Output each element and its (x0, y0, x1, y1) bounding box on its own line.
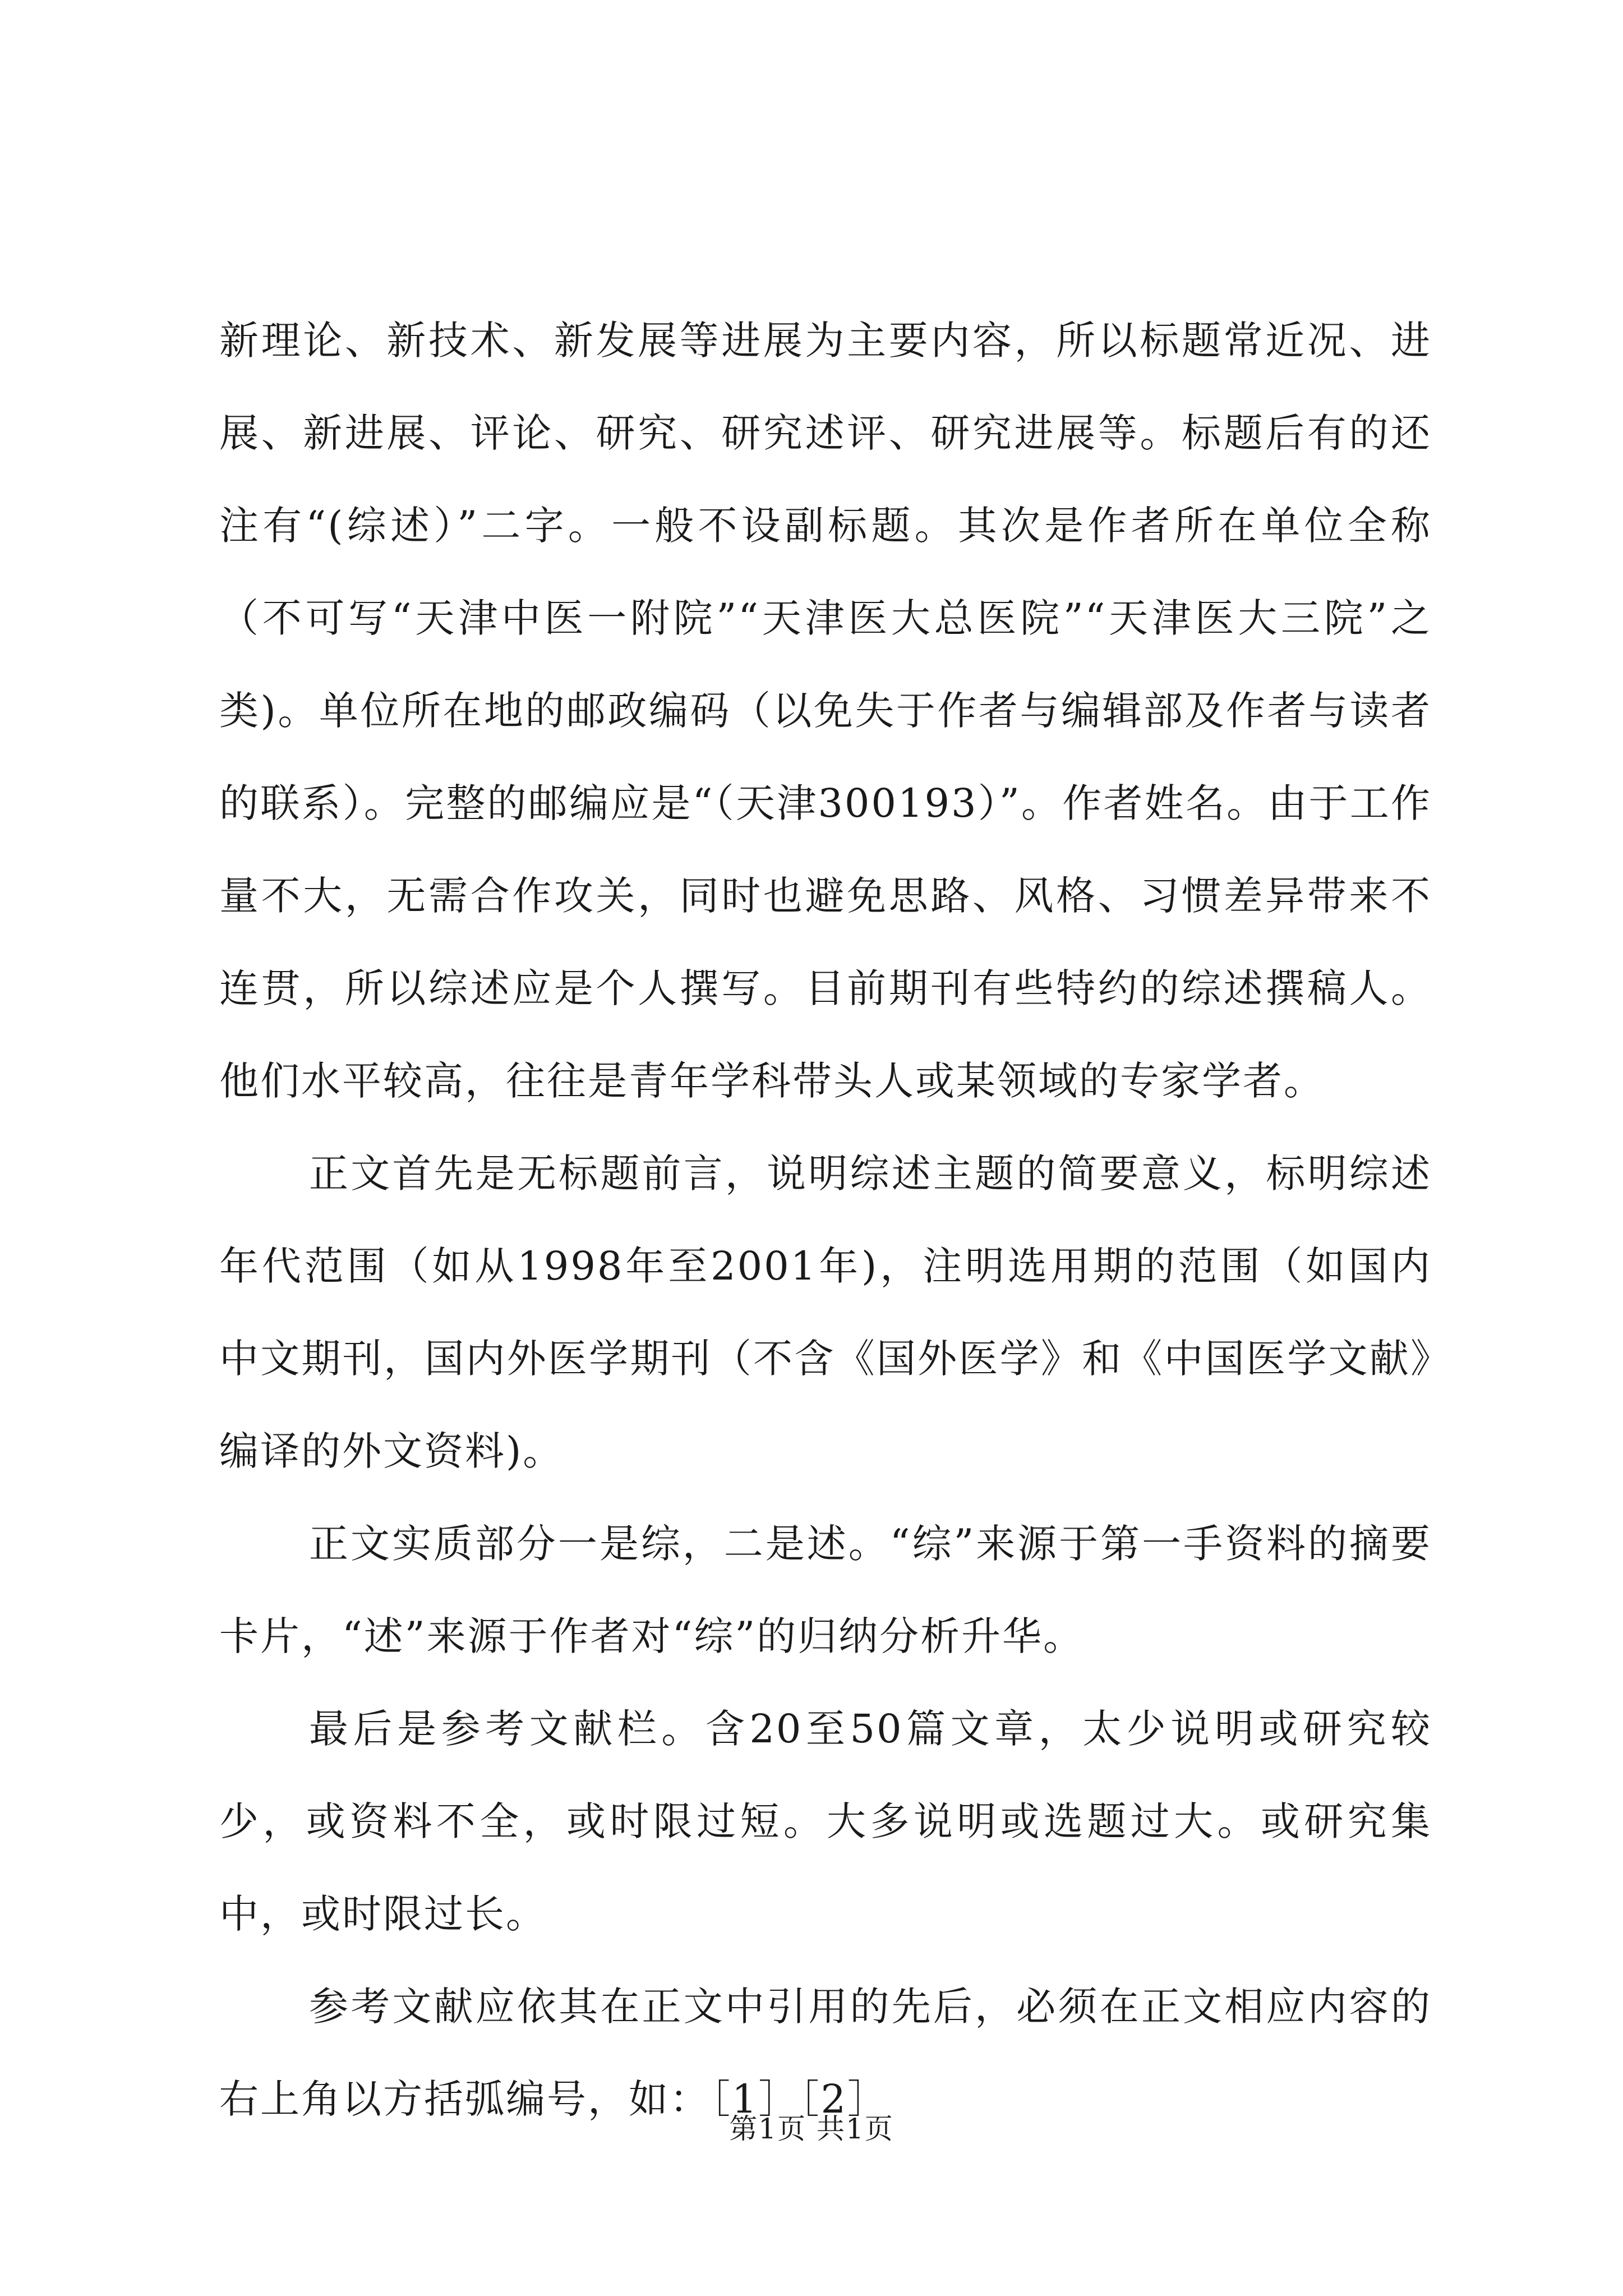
paragraph-main-text-intro: 正文首先是无标题前言，说明综述主题的简要意义，标明综述年代范围（如从1998年至2001年)，注明选用期的范围（如国内中文期刊，国内外医学期刊（不含《国外医学》和《中国医学文献》编译的外文资料)。 (219, 1151, 1432, 1474)
paragraph-references-citation: 参考文献应依其在正文中引用的先后，必须在正文相应内容的右上角以方括弧编号，如：［1］［2］ (219, 1984, 1432, 2122)
paragraph-references-count: 最后是参考文献栏。含20至50篇文章，太少说明或研究较少，或资料不全，或时限过短。大多说明或选题过大。或研究集中，或时限过长。 (219, 1706, 1432, 1937)
document-body (219, 295, 1432, 2146)
paragraph-main-text-substance: 正文实质部分一是综，二是述。“综”来源于第一手资料的摘要卡片，“述”来源于作者对“综”的归纳分析升华。 (219, 1521, 1432, 1659)
page-footer: 第1页 共1页 (729, 2113, 894, 2145)
paragraph-continuation: 新理论、新技术、新发展等进展为主要内容，所以标题常近况、进展、新进展、评论、研究、研究述评、研究进展等。标题后有的还注有“(综述）”二字。一般不设副标题。其次是作者所在单位全称（不可写“天津中医一附院”“天津医大总医院”“天津医大三院”之类)。单位所在地的邮政编码（以免失于作者与编辑部及作者与读者的联系）。完整的邮编应是“（天津300193）”。作者姓名。由于工作量不大，无需合作攻关，同时也避免思路、风格、习惯差异带来不连贯，所以综述应是个人撰写。目前期刊有些特约的综述撰稿人。他们水平较高，往往是青年学科带头人或某领域的专家学者。 (219, 318, 1432, 1104)
